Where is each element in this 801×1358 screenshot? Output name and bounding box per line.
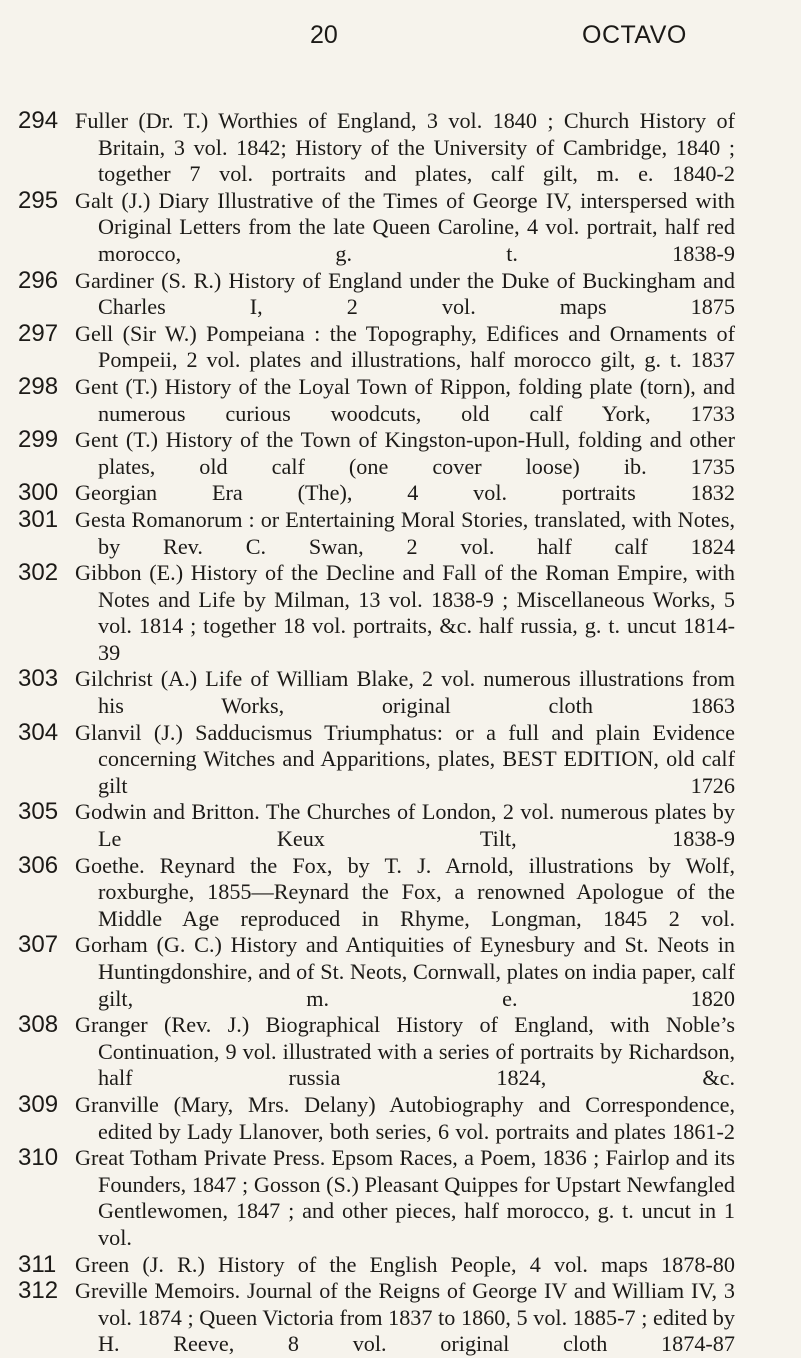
catalogue-entry (0, 560, 735, 666)
entry-text: Glanvil (J.) Sadducismus Triumphatus: or a full and plain Evidence concerning Witches and Apparitions, plates, BEST EDITION, old calf gilt 1726 (75, 719, 735, 798)
entry-text: Gardiner (S. R.) History of England under the Duke of Buckingham and Charles I, 2 vol. maps 1875 (75, 267, 735, 320)
entry-text: Gent (T.) History of the Loyal Town of Rippon, folding plate (torn), and numerous curious woodcuts, old calf York, 1733 (75, 373, 735, 426)
lot-number: 307 (18, 931, 59, 959)
entry-text: Godwin and Britton. The Churches of London, 2 vol. numerous plates by Le Keux Tilt, 1838-9 (75, 799, 735, 852)
lot-number: 299 (18, 426, 59, 454)
lot-number: 311 (18, 1250, 57, 1278)
catalogue-entry (0, 1092, 735, 1145)
catalogue-entry (0, 853, 735, 933)
entry-text: Gilchrist (A.) Life of William Blake, 2 vol. numerous illustrations from his Works, original cloth 1863 (75, 666, 735, 719)
lot-number: 312 (18, 1277, 59, 1305)
catalogue-entry (0, 427, 735, 480)
catalogue-entry (0, 1012, 735, 1092)
catalogue-entry (0, 108, 735, 188)
entry-text: Greville Memoirs. Journal of the Reigns of George IV and William IV, 3 vol. 1874 ; Queen Victoria from 1837 to 1860, 5 vol. 1885-7 ; edited by H. Reeve, 8 vol. original cloth 1874-87 (75, 1278, 735, 1357)
lot-number: 309 (18, 1090, 59, 1118)
lot-number: 298 (18, 372, 59, 400)
page-number: 20 (310, 21, 338, 49)
catalogue-entry (0, 188, 735, 268)
entry-text: Galt (J.) Diary Illustrative of the Times of George IV, interspersed with Original Letters from the late Queen Caroline, 4 vol. portrait, half red morocco, g. t. 1838-9 (75, 187, 735, 266)
entry-text: Gorham (G. C.) History and Antiquities of Eynesbury and St. Neots in Huntingdonshire, and of St. Neots, Cornwall, plates on india paper, calf gilt, m. e. 1820 (75, 932, 735, 1011)
lot-number: 304 (18, 718, 59, 746)
entry-text: Gibbon (E.) History of the Decline and Fall of the Roman Empire, with Notes and Life by Milman, 13 vol. 1838-9 ; Miscellaneous Works, 5 vol. 1814 ; together 18 vol. portraits, &c. half russia, g. t. uncut 1814-39 (75, 560, 735, 665)
entry-text: Georgian Era (The), 4 vol. portraits 1832 (75, 480, 735, 506)
entry-text: Fuller (Dr. T.) Worthies of England, 3 vol. 1840 ; Church History of Britain, 3 vol. 1842; History of the University of Cambridge, 1840 ; together 7 vol. portraits and plates, calf gilt, m. e. 1840-2 (75, 108, 735, 187)
entry-text: Gell (Sir W.) Pompeiana : the Topography, Edifices and Ornaments of Pompeii, 2 vol. plates and illustrations, half morocco gilt, g. t. 1837 (75, 320, 735, 373)
lot-number: 305 (18, 798, 59, 826)
catalogue-entry (0, 507, 735, 560)
lot-number: 300 (18, 479, 59, 507)
catalogue-entry (0, 799, 735, 852)
entry-text: Granville (Mary, Mrs. Delany) Autobiography and Correspondence, edited by Lady Llanover, both series, 6 vol. portraits and plates 1861-2 (75, 1091, 735, 1144)
catalogue-entry (0, 268, 735, 321)
catalogue-entries (0, 108, 801, 1358)
lot-number: 297 (18, 319, 59, 347)
lot-number: 296 (18, 266, 59, 294)
catalogue-entry (0, 720, 735, 800)
catalogue-entry (0, 1252, 735, 1279)
entry-text: Great Totham Private Press. Epsom Races, a Poem, 1836 ; Fairlop and its Founders, 1847 ; Gosson (S.) Pleasant Quippes for Upstart Newfangled Gentlewomen, 1847 ; and other pieces, half morocco, g. t. uncut in 1 vol. (75, 1145, 735, 1250)
catalogue-entry (0, 666, 735, 719)
entry-text: Gent (T.) History of the Town of Kingston-upon-Hull, folding and other plates, old calf (one cover loose) ib. 1735 (75, 427, 735, 479)
lot-number: 306 (18, 851, 59, 879)
entry-text: Granger (Rev. J.) Biographical History of England, with Noble’s Continuation, 9 vol. illustrated with a series of portraits by Richardson, half russia 1824, &c. (75, 1012, 735, 1091)
entry-text: Green (J. R.) History of the English People, 4 vol. maps 1878-80 (75, 1251, 735, 1277)
catalogue-entry (0, 932, 735, 1012)
section-title: OCTAVO (582, 21, 687, 49)
entry-text: Goethe. Reynard the Fox, by T. J. Arnold, illustrations by Wolf, roxburghe, 1855—Reynard the Fox, a renowned Apologue of the Middle Age reproduced in Rhyme, Longman, 1845 2 vol. (75, 852, 735, 931)
entry-text: Gesta Romanorum : or Entertaining Moral Stories, translated, with Notes, by Rev. C. Swan, 2 vol. half calf 1824 (75, 506, 735, 559)
catalogue-entry (0, 1145, 735, 1251)
catalogue-entry (0, 321, 735, 374)
lot-number: 301 (18, 505, 59, 533)
catalogue-entry (0, 1278, 735, 1358)
lot-number: 308 (18, 1011, 59, 1039)
lot-number: 302 (18, 559, 59, 587)
catalogue-entry (0, 374, 735, 427)
catalogue-entry (0, 480, 735, 507)
lot-number: 303 (18, 665, 59, 693)
lot-number: 310 (18, 1144, 59, 1172)
page-header (0, 0, 801, 50)
lot-number: 295 (18, 186, 59, 214)
lot-number: 294 (18, 107, 59, 134)
